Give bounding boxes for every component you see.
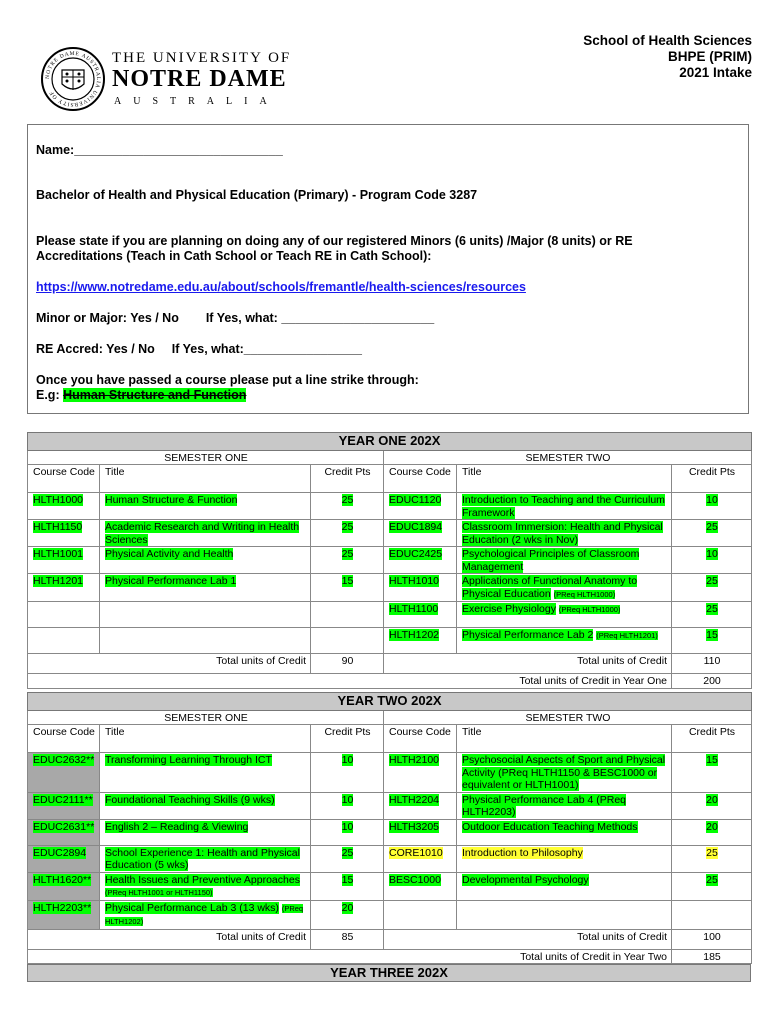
resources-link[interactable]: https://www.notredame.edu.au/about/schools/fremantle/health-sciences/resources (36, 280, 526, 294)
course-row (28, 628, 752, 654)
semester-one-course-code (28, 900, 100, 929)
semester-two-credit-pts (672, 792, 752, 819)
minor-major-label: Minor or Major: Yes / No (36, 311, 179, 325)
course-title: Outdoor Education Teaching Methods (462, 820, 638, 833)
minor-question (36, 234, 633, 264)
credit-value: 10 (341, 754, 354, 766)
semester-one-course-code (28, 845, 100, 872)
title-header: Title (100, 465, 311, 493)
credit-pts-header: Credit Pts (672, 465, 752, 493)
re-accred-label: RE Accred: Yes / No (36, 342, 155, 356)
course-code: HLTH1000 (33, 494, 83, 506)
credit-value: 25 (706, 521, 718, 533)
semester-two-course-title (457, 845, 672, 872)
degree-title: Bachelor of Health and Physical Education (Primary) - Program Code 3287 (36, 188, 478, 202)
year-total-value: 200 (672, 674, 752, 689)
sem2-total-value: 110 (672, 654, 752, 674)
semester-one-course-code (28, 547, 100, 574)
semester-one-course-code (28, 493, 100, 520)
semester-one-credit-pts (311, 574, 384, 602)
credit-value: 25 (341, 521, 354, 533)
course-row (28, 493, 752, 520)
semester-two-course-code (384, 900, 457, 929)
semester-two-course-code (384, 602, 457, 628)
course-title: Physical Performance Lab 4 (PReq HLTH2203) (462, 793, 626, 818)
course-code: EDUC2894 (33, 846, 87, 859)
semester-two-course-code (384, 547, 457, 574)
course-row (28, 900, 752, 929)
semester-one-credit-pts (311, 753, 384, 793)
course-title: Introduction to Philosophy (462, 846, 583, 859)
credit-value: 10 (341, 820, 354, 833)
semester-two-course-title (457, 493, 672, 520)
course-code: HLTH1201 (33, 575, 83, 587)
year-total-label: Total units of Credit in Year Two (28, 949, 672, 964)
course-title: Physical Performance Lab 2 (462, 629, 594, 641)
credit-value: 25 (341, 494, 354, 506)
course-code: HLTH3205 (389, 820, 439, 833)
semester-two-course-code (384, 845, 457, 872)
course-row (28, 753, 752, 793)
semester-two-label: SEMESTER TWO (384, 450, 752, 465)
semester-one-credit-pts (311, 819, 384, 845)
sem2-total-value: 100 (672, 929, 752, 949)
semester-two-credit-pts (672, 900, 752, 929)
semester-two-course-title (457, 520, 672, 547)
course-code: EDUC2425 (389, 548, 443, 560)
minor-question-line-1: Please state if you are planning on doing any of our registered Minors (6 units) /Major (8 units) or RE (36, 234, 633, 248)
logo-line-3: AUSTRALIA (114, 96, 279, 107)
course-code-header: Course Code (28, 465, 100, 493)
credit-pts-header: Credit Pts (311, 465, 384, 493)
credit-value: 15 (341, 873, 354, 886)
title-header: Title (100, 725, 311, 753)
semester-one-course-title (100, 520, 311, 547)
sem2-total-label: Total units of Credit (384, 654, 672, 674)
minor-if-yes[interactable]: If Yes, what: ______________________ (205, 311, 435, 325)
university-seal-icon (40, 46, 106, 112)
course-code: HLTH1100 (389, 603, 439, 615)
semester-two-label: SEMESTER TWO (384, 710, 752, 725)
semester-one-course-title (100, 819, 311, 845)
semester-two-course-code (384, 872, 457, 900)
semester-two-course-code (384, 792, 457, 819)
course-code: EDUC2632** (33, 754, 95, 766)
semester-one-course-title (100, 574, 311, 602)
semester-two-course-title (457, 819, 672, 845)
semester-two-course-code (384, 819, 457, 845)
program-name: BHPE (PRIM) (668, 49, 752, 64)
university-logo (40, 46, 300, 116)
course-title: Developmental Psychology (462, 873, 589, 886)
credit-pts-header: Credit Pts (672, 725, 752, 753)
semester-one-course-title (100, 628, 311, 654)
semester-two-credit-pts (672, 872, 752, 900)
course-code: HLTH2204 (389, 793, 439, 806)
credit-value: 25 (706, 575, 718, 587)
seal-text: NOTRE DAME AUSTRALIA UNIVERSITY OF (44, 50, 102, 108)
year-three-heading: YEAR THREE 202X (27, 964, 751, 982)
semester-one-course-title (100, 547, 311, 574)
semester-two-course-title (457, 574, 672, 602)
course-code-header: Course Code (384, 725, 457, 753)
school-name: School of Health Sciences (583, 33, 752, 48)
semester-one-course-title (100, 845, 311, 872)
credit-value: 15 (706, 629, 718, 641)
semester-two-course-code (384, 753, 457, 793)
semester-one-course-code (28, 792, 100, 819)
credit-value: 10 (706, 548, 718, 560)
course-title: Physical Performance Lab 1 (105, 575, 237, 587)
semester-two-credit-pts (672, 493, 752, 520)
course-title: Academic Research and Writing in Health Sciences (105, 521, 300, 546)
semester-one-label: SEMESTER ONE (28, 450, 384, 465)
logo-line-2: NOTRE DAME (112, 66, 287, 92)
logo-line-1: THE UNIVERSITY OF (112, 50, 292, 66)
sem1-total-value: 85 (311, 929, 384, 949)
semester-one-course-code (28, 628, 100, 654)
course-row (28, 819, 752, 845)
course-row (28, 574, 752, 602)
re-if-yes[interactable]: If Yes, what:_________________ (171, 342, 362, 356)
course-code: HLTH1001 (33, 548, 83, 560)
course-title: Physical Performance Lab 3 (13 wks) (105, 901, 279, 914)
year-total-value: 185 (672, 949, 752, 964)
course-code: CORE1010 (389, 846, 443, 859)
prerequisite-note: (PReq HLTH1000) (558, 605, 621, 614)
course-title: English 2 – Reading & Viewing (105, 820, 249, 833)
credit-value: 10 (706, 494, 718, 506)
semester-one-course-code (28, 819, 100, 845)
semester-one-course-title (100, 900, 311, 929)
course-code: BESC1000 (389, 873, 441, 886)
minor-major-field[interactable] (36, 311, 434, 326)
example-course: Human Structure and Function (63, 388, 247, 402)
course-code: EDUC2111** (33, 793, 93, 806)
credit-value: 20 (706, 820, 718, 833)
course-title: Applications of Functional Anatomy to Physical Education (462, 575, 638, 600)
semester-one-course-title (100, 872, 311, 900)
credit-value: 20 (706, 793, 718, 806)
semester-two-credit-pts (672, 520, 752, 547)
semester-one-course-title (100, 792, 311, 819)
year-one-heading: YEAR ONE 202X (28, 433, 752, 451)
credit-value: 25 (706, 873, 718, 886)
prerequisite-note: (PReq HLTH1201) (596, 631, 658, 640)
course-title: Classroom Immersion: Health and Physical Education (2 wks in Nov) (462, 521, 663, 546)
semester-two-course-title (457, 900, 672, 929)
sem1-total-value: 90 (311, 654, 384, 674)
semester-one-credit-pts (311, 602, 384, 628)
semester-two-credit-pts (672, 845, 752, 872)
credit-value: 25 (341, 846, 354, 859)
course-row (28, 792, 752, 819)
course-code: HLTH1202 (389, 629, 439, 641)
credit-value: 25 (341, 548, 354, 560)
course-code: HLTH2100 (389, 754, 439, 766)
credit-pts-header: Credit Pts (311, 725, 384, 753)
course-title: Psychological Principles of Classroom Management (462, 548, 640, 573)
course-title: Introduction to Teaching and the Curriculum Framework (462, 494, 665, 519)
semester-one-credit-pts (311, 872, 384, 900)
semester-two-course-title (457, 753, 672, 793)
example-prefix: E.g: (36, 388, 60, 402)
semester-one-course-code (28, 872, 100, 900)
name-field[interactable]: Name:______________________________ (36, 143, 283, 157)
course-code: HLTH1150 (33, 521, 83, 533)
school-header (583, 33, 752, 81)
sem1-total-label: Total units of Credit (28, 654, 311, 674)
example-line (36, 388, 419, 403)
course-title: Human Structure & Function (105, 494, 238, 506)
course-code: EDUC2631** (33, 820, 95, 833)
minor-question-line-2: Accreditations (Teach in Cath School or Teach RE in Cath School): (36, 249, 432, 263)
title-header: Title (457, 465, 672, 493)
semester-one-credit-pts (311, 520, 384, 547)
semester-two-course-title (457, 628, 672, 654)
year-one-table (27, 432, 752, 689)
semester-two-course-title (457, 547, 672, 574)
semester-two-course-code (384, 628, 457, 654)
semester-one-course-code (28, 520, 100, 547)
course-title: Physical Activity and Health (105, 548, 234, 560)
year-total-label: Total units of Credit in Year One (28, 674, 672, 689)
course-title: Psychosocial Aspects of Sport and Physical Activity (PReq HLTH1150 & BESC1000 or equivalent or HLTH1001) (462, 754, 666, 791)
year-two-table (27, 692, 752, 964)
course-code: EDUC1120 (389, 494, 442, 506)
course-title: School Experience 1: Health and Physical Education (5 wks) (105, 846, 300, 871)
course-row (28, 845, 752, 872)
course-code-header: Course Code (28, 725, 100, 753)
year-two-heading: YEAR TWO 202X (28, 693, 752, 711)
semester-one-label: SEMESTER ONE (28, 710, 384, 725)
semester-one-credit-pts (311, 792, 384, 819)
course-title: Exercise Physiology (462, 603, 556, 615)
semester-one-course-title (100, 493, 311, 520)
semester-two-course-code (384, 520, 457, 547)
semester-two-credit-pts (672, 547, 752, 574)
course-code: HLTH1010 (389, 575, 439, 587)
semester-one-course-code (28, 574, 100, 602)
semester-two-course-code (384, 574, 457, 602)
credit-value: 15 (341, 575, 354, 587)
semester-one-credit-pts (311, 900, 384, 929)
course-title: Health Issues and Preventive Approaches (105, 873, 300, 886)
course-code-header: Course Code (384, 465, 457, 493)
course-row (28, 872, 752, 900)
prerequisite-note: (PReq HLTH1202) (105, 903, 304, 926)
course-title: Foundational Teaching Skills (9 wks) (105, 793, 275, 806)
semester-one-credit-pts (311, 628, 384, 654)
credit-value: 10 (341, 793, 354, 806)
semester-two-credit-pts (672, 753, 752, 793)
semester-one-course-code (28, 753, 100, 793)
credit-value: 15 (706, 754, 718, 766)
credit-value: 25 (706, 603, 718, 615)
semester-two-credit-pts (672, 819, 752, 845)
credit-value: 25 (706, 846, 718, 859)
course-code: HLTH1620** (33, 873, 92, 886)
prerequisite-note: (PReq HLTH1000) (553, 589, 616, 599)
prerequisite-note: (PReq HLTH1001 or HLTH1150) (105, 888, 213, 897)
course-code: HLTH2203** (33, 901, 92, 914)
semester-two-course-title (457, 602, 672, 628)
re-accred-field[interactable] (36, 342, 362, 357)
instruction (36, 373, 419, 403)
semester-two-course-title (457, 872, 672, 900)
course-row (28, 520, 752, 547)
semester-two-course-code (384, 493, 457, 520)
semester-two-course-title (457, 792, 672, 819)
semester-one-course-title (100, 753, 311, 793)
course-row (28, 547, 752, 574)
course-code: EDUC1894 (389, 521, 443, 533)
semester-one-course-code (28, 602, 100, 628)
semester-two-credit-pts (672, 602, 752, 628)
semester-one-course-title (100, 602, 311, 628)
student-info-box (27, 124, 749, 414)
semester-two-credit-pts (672, 628, 752, 654)
credit-value: 20 (341, 901, 354, 914)
sem2-total-label: Total units of Credit (384, 929, 672, 949)
sem1-total-label: Total units of Credit (28, 929, 311, 949)
course-row (28, 602, 752, 628)
semester-one-credit-pts (311, 845, 384, 872)
instruction-text: Once you have passed a course please put a line strike through: (36, 373, 419, 387)
title-header: Title (457, 725, 672, 753)
semester-two-credit-pts (672, 574, 752, 602)
semester-one-credit-pts (311, 493, 384, 520)
course-title: Transforming Learning Through ICT (105, 754, 272, 766)
semester-one-credit-pts (311, 547, 384, 574)
intake-year: 2021 Intake (679, 65, 752, 80)
